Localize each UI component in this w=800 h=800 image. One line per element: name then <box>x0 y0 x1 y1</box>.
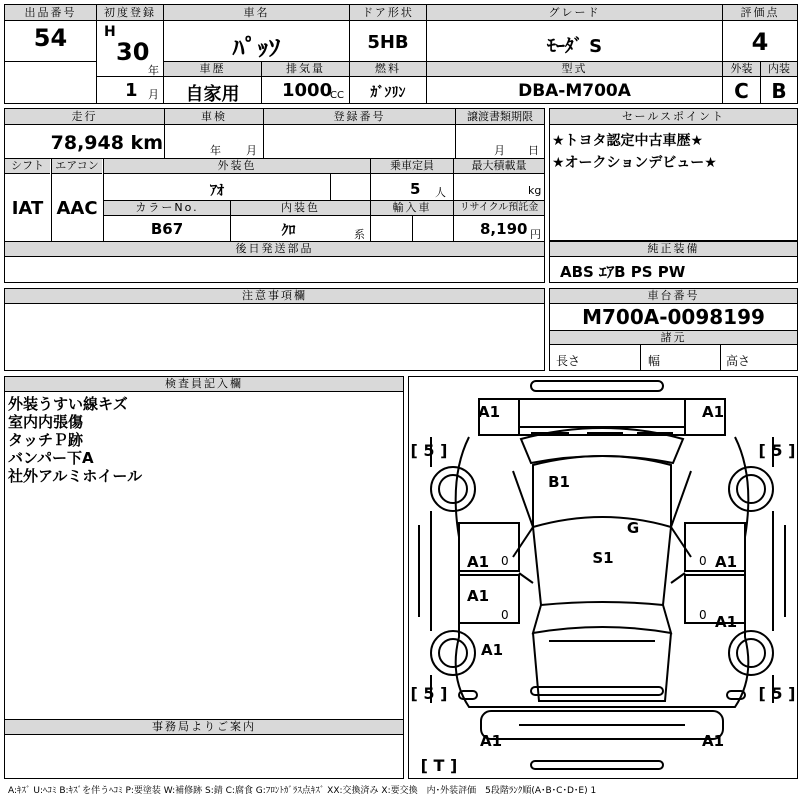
zero-label-3: 0 <box>699 554 707 568</box>
mark-a1-left-door-2: A1 <box>466 587 490 605</box>
capacity: 5 <box>410 180 421 198</box>
max-load-label: 最大積載量 <box>454 159 544 174</box>
grade: ﾓｰﾀﾞ S <box>546 36 603 57</box>
spare-tire-label: [ T ] <box>420 756 458 775</box>
score-label: 評価点 <box>723 5 797 21</box>
tire-label-front-left: [ 5 ] <box>410 684 448 703</box>
legend: A:ｷｽﾞ U:ﾍｺﾐ B:ｷｽﾞを伴うﾍｺﾐ P:要塗装 W:補修跡 S:錆 C:腐食 G:ﾌﾛﾝﾄｶﾞﾗｽ点ｷｽﾞ XX:交換済み X:要交換 内･外装評価 5段階ﾗﾝｸ順(A･B･C･D･E) 1 <box>8 786 597 796</box>
mark-a1-left-door-1: A1 <box>466 553 490 571</box>
car-name-label: 車名 <box>164 5 349 21</box>
door-type: 5HB <box>367 32 409 53</box>
inspection-month: 月 <box>246 144 257 157</box>
ext-color-label: 外装色 <box>104 159 370 174</box>
capacity-unit: 人 <box>435 186 446 199</box>
lot-label: 出品番号 <box>5 5 96 21</box>
mark-a1-front-left: A1 <box>479 732 503 750</box>
mark-b1-roof: B1 <box>548 473 570 491</box>
inspector-note-2: 室内内張傷 <box>8 413 84 431</box>
mark-g-glass: G <box>626 519 640 537</box>
mileage: 78,948 km <box>50 132 163 154</box>
exterior-grade-label: 外装 <box>723 62 760 77</box>
year-unit: 年 <box>148 64 159 77</box>
tire-label-rear-right: [ 5 ] <box>758 441 796 460</box>
damage-diagram-box <box>408 376 798 779</box>
sales-point-1: ★トヨタ認定中古車歴★ <box>552 133 704 149</box>
reg-no-label: 登録番号 <box>264 109 455 125</box>
mileage-label: 走行 <box>5 109 164 125</box>
height-label: 高さ <box>726 354 751 368</box>
zero-label-4: 0 <box>699 608 707 622</box>
transfer-label: 譲渡書類期限 <box>456 109 544 125</box>
color-no-label: カラーNo. <box>104 201 230 216</box>
tire-label-rear-left: [ 5 ] <box>410 441 448 460</box>
reg-month: 1 <box>125 80 138 101</box>
int-color-unit: 系 <box>354 228 365 241</box>
zero-label-2: 0 <box>501 608 509 622</box>
mark-a1-right-door-1: A1 <box>714 553 738 571</box>
exterior-grade: C <box>734 79 749 103</box>
fuel-label: 燃料 <box>350 62 426 77</box>
ac-label: エアコン <box>52 159 102 174</box>
inspector-label: 検査員記入欄 <box>5 377 403 392</box>
inspection-year: 年 <box>210 144 221 157</box>
model-label: 型式 <box>427 62 722 77</box>
history: 自家用 <box>185 84 240 105</box>
tire-label-front-right: [ 5 ] <box>758 684 796 703</box>
mark-s1-center: S1 <box>592 549 614 567</box>
ext-color: ｱｵ <box>210 183 224 199</box>
sales-point-box <box>549 108 798 241</box>
era: H <box>104 24 116 40</box>
interior-grade: B <box>771 79 787 103</box>
chassis-number: M700A-0098199 <box>582 305 765 329</box>
color-no: B67 <box>150 220 184 238</box>
equipment-label: 純正装備 <box>550 242 797 257</box>
month-unit: 月 <box>148 88 159 101</box>
chassis-label: 車台番号 <box>550 289 797 304</box>
notes-label: 注意事項欄 <box>5 289 544 304</box>
width-label: 幅 <box>648 354 661 368</box>
sales-point-2: ★オークションデビュー★ <box>552 155 717 171</box>
transfer-day: 日 <box>528 144 539 157</box>
max-load-unit: kg <box>528 184 542 197</box>
grade-label: グレード <box>427 5 722 21</box>
model: DBA-M700A <box>518 81 631 101</box>
car-name: ﾊﾟｯｿ <box>232 34 281 62</box>
zero-label-1: 0 <box>501 554 509 568</box>
mark-a1-left-fender: A1 <box>480 641 504 659</box>
specs-label: 諸元 <box>550 331 797 345</box>
history-label: 車歴 <box>164 62 261 77</box>
import-label: 輸入車 <box>371 201 453 216</box>
inspector-note-3: タッチＰ跡 <box>8 431 84 449</box>
mark-a1-rear-right: A1 <box>701 403 725 421</box>
inspector-note-4: バンパー下A <box>8 449 94 467</box>
inspection-label: 車検 <box>165 109 263 125</box>
mark-a1-right-door-2: A1 <box>714 613 738 631</box>
mark-a1-rear-left: A1 <box>477 403 501 421</box>
transfer-month: 月 <box>494 144 505 157</box>
displacement: 1000 <box>282 80 333 101</box>
score: 4 <box>751 28 769 56</box>
reg-year: 30 <box>116 38 150 66</box>
length-label: 長さ <box>556 354 581 368</box>
office-label: 事務局よりご案内 <box>5 720 403 735</box>
capacity-label: 乗車定員 <box>371 159 453 174</box>
ac: AAC <box>56 198 98 219</box>
inspector-note-1: 外装うすい線キズ <box>8 395 128 413</box>
lot-number: 54 <box>33 24 68 52</box>
mark-a1-front-right: A1 <box>701 732 725 750</box>
sales-point-label: セールスポイント <box>550 109 797 125</box>
interior-grade-label: 内装 <box>761 62 797 77</box>
shift-label: シフト <box>5 159 50 174</box>
first-reg-label: 初度登録 <box>97 5 163 21</box>
displacement-unit: CC <box>330 90 344 101</box>
car-diagram <box>409 377 797 778</box>
displacement-label: 排気量 <box>262 62 349 77</box>
int-color-label: 内装色 <box>231 201 370 216</box>
recycle: 8,190 <box>480 220 528 238</box>
later-parts-label: 後日発送部品 <box>5 242 544 257</box>
recycle-unit: 円 <box>530 228 541 241</box>
shift: IAT <box>11 198 44 219</box>
equipment: ABS ｴｱB PS PW <box>560 263 686 281</box>
recycle-label: リサイクル預託金 <box>454 201 544 216</box>
fuel: ｶﾞｿﾘﾝ <box>370 85 406 101</box>
inspector-note-5: 社外アルミホイール <box>8 467 143 485</box>
door-label: ドア形状 <box>350 5 426 21</box>
int-color: ｸﾛ <box>281 223 296 239</box>
